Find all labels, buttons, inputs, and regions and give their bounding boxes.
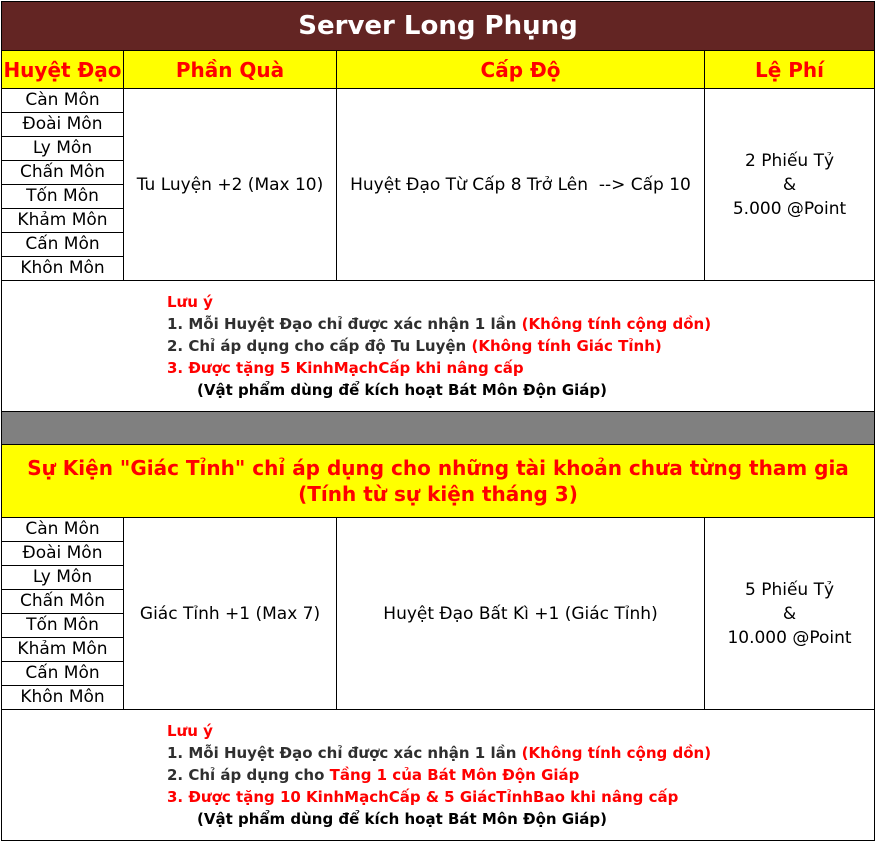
gate-cell: Cấn Môn bbox=[2, 662, 124, 686]
gate-cell: Đoài Môn bbox=[2, 113, 124, 137]
note-line-2 bbox=[167, 335, 874, 357]
note-line-3: 3. Được tặng 5 KinhMạchCấp khi nâng cấp bbox=[167, 359, 524, 377]
note-line-1 bbox=[167, 742, 874, 764]
header-cap-do: Cấp Độ bbox=[337, 51, 705, 89]
separator-bar bbox=[2, 412, 875, 445]
note-row bbox=[2, 281, 875, 412]
fee-cell bbox=[705, 89, 875, 281]
reward-cell: Tu Luyện +2 (Max 10) bbox=[124, 89, 337, 281]
note-line-1-text: 1. Mỗi Huyệt Đạo chỉ được xác nhận 1 lần bbox=[167, 315, 517, 333]
reward-cell: Giác Tỉnh +1 (Max 7) bbox=[124, 518, 337, 710]
fee-points: 10.000 @Point bbox=[727, 627, 852, 648]
note-row bbox=[2, 710, 875, 841]
event-row bbox=[2, 445, 875, 518]
note-line-2 bbox=[167, 764, 874, 786]
fee-amount: 5 Phiếu Tỷ bbox=[744, 579, 835, 600]
gate-cell: Tốn Môn bbox=[2, 185, 124, 209]
note-line-2-text: 2. Chỉ áp dụng cho bbox=[167, 766, 325, 784]
fee-amount: 2 Phiếu Tỷ bbox=[744, 150, 835, 171]
header-row bbox=[2, 51, 875, 89]
note-cell bbox=[2, 281, 875, 412]
level-cell: Huyệt Đạo Bất Kì +1 (Giác Tỉnh) bbox=[337, 518, 705, 710]
note-cell bbox=[2, 710, 875, 841]
event-info-table bbox=[1, 1, 875, 841]
note-heading: Lưu ý bbox=[167, 293, 213, 311]
gate-cell: Khôn Môn bbox=[2, 686, 124, 710]
note-heading: Lưu ý bbox=[167, 722, 213, 740]
fee-points: 5.000 @Point bbox=[732, 198, 847, 219]
gate-cell: Càn Môn bbox=[2, 89, 124, 113]
note-line-4: (Vật phẩm dùng để kích hoạt Bát Môn Độn Giáp) bbox=[197, 810, 607, 828]
server-title: Server Long Phụng bbox=[2, 2, 875, 51]
gate-cell: Khảm Môn bbox=[2, 638, 124, 662]
note-line-4: (Vật phẩm dùng để kích hoạt Bát Môn Độn Giáp) bbox=[197, 381, 607, 399]
gate-cell: Tốn Môn bbox=[2, 614, 124, 638]
note-line-1-red: (Không tính cộng dồn) bbox=[521, 744, 712, 762]
title-row bbox=[2, 2, 875, 51]
gate-cell: Ly Môn bbox=[2, 566, 124, 590]
note-line-1-red: (Không tính cộng dồn) bbox=[521, 315, 712, 333]
note-line-2-red: Tầng 1 của Bát Môn Độn Giáp bbox=[329, 766, 580, 784]
gate-cell: Càn Môn bbox=[2, 518, 124, 542]
gate-cell: Ly Môn bbox=[2, 137, 124, 161]
event-line-2: (Tính từ sự kiện tháng 3) bbox=[298, 482, 578, 506]
gate-cell: Chấn Môn bbox=[2, 161, 124, 185]
level-cell: Huyệt Đạo Từ Cấp 8 Trở Lên --> Cấp 10 bbox=[337, 89, 705, 281]
table-row bbox=[2, 89, 875, 113]
separator-row bbox=[2, 412, 875, 445]
header-le-phi: Lệ Phí bbox=[705, 51, 875, 89]
gate-cell: Chấn Môn bbox=[2, 590, 124, 614]
note-block bbox=[2, 291, 874, 401]
gate-cell: Khảm Môn bbox=[2, 209, 124, 233]
note-line-2-red: (Không tính Giác Tỉnh) bbox=[471, 337, 662, 355]
header-phan-qua: Phần Quà bbox=[124, 51, 337, 89]
note-line-1-text: 1. Mỗi Huyệt Đạo chỉ được xác nhận 1 lần bbox=[167, 744, 517, 762]
table-row bbox=[2, 518, 875, 542]
note-line-2-text: 2. Chỉ áp dụng cho cấp độ Tu Luyện bbox=[167, 337, 467, 355]
event-line-1: Sự Kiện "Giác Tỉnh" chỉ áp dụng cho những tài khoản chưa từng tham gia bbox=[27, 456, 849, 480]
fee-and: & bbox=[782, 603, 797, 624]
note-line-3: 3. Được tặng 10 KinhMạchCấp & 5 GiácTỉnhBao khi nâng cấp bbox=[167, 788, 679, 806]
header-huyet-dao: Huyệt Đạo bbox=[2, 51, 124, 89]
note-line-1 bbox=[167, 313, 874, 335]
note-block bbox=[2, 720, 874, 830]
gate-cell: Cấn Môn bbox=[2, 233, 124, 257]
gate-cell: Khôn Môn bbox=[2, 257, 124, 281]
gate-cell: Đoài Môn bbox=[2, 542, 124, 566]
fee-cell bbox=[705, 518, 875, 710]
event-banner bbox=[2, 445, 875, 518]
fee-and: & bbox=[782, 174, 797, 195]
